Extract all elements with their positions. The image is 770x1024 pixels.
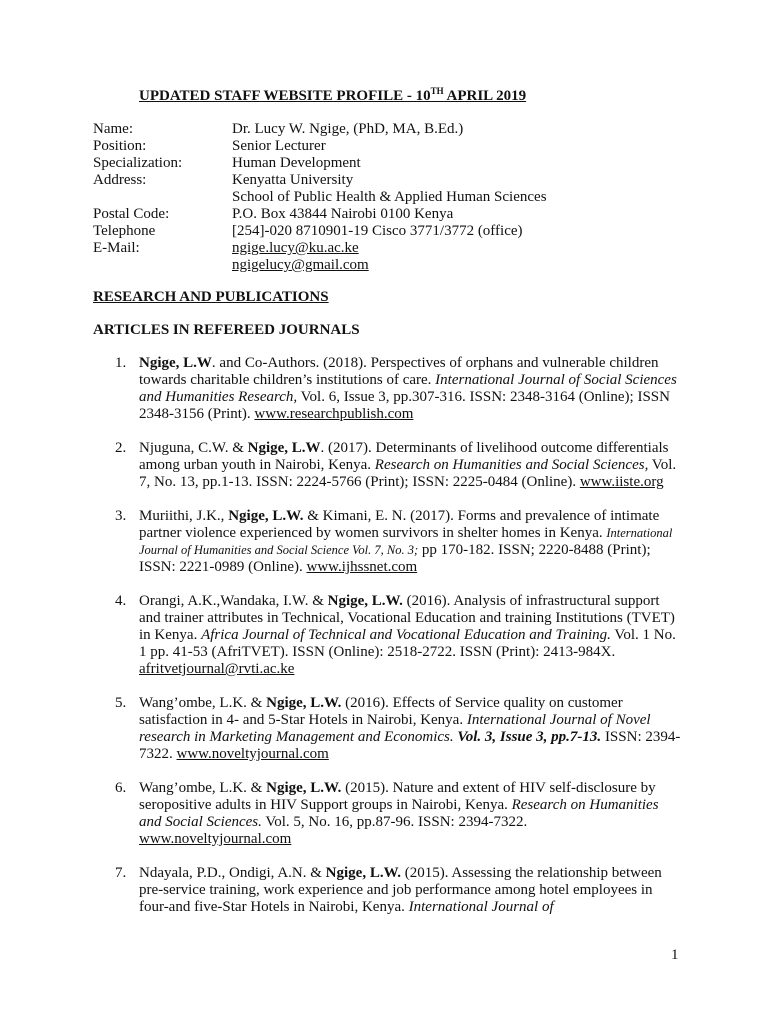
section-heading-research: RESEARCH AND PUBLICATIONS [93,289,329,305]
profile-value: Human Development [232,155,361,171]
journal-title: International Journal of Social Sciences and Humanities Research, [139,372,677,405]
reference-link[interactable]: afritvetjournal@rvti.ac.ke [139,661,295,677]
author-highlight: Ngige, L.W. [266,695,342,711]
reference-link[interactable]: www.researchpublish.com [254,406,414,422]
profile-label: Telephone [93,223,156,239]
reference-list [93,355,683,933]
reference-item [93,508,683,576]
reference-segment: . and Co-Authors. (2018). Perspectives of orphans and vulnerable children towards charitable children’s institutions of care. [139,355,659,388]
reference-segment: Orangi, A.K.,Wandaka, I.W. & [139,593,328,609]
reference-segment: Vol. 7, No. 13, pp.1-13. ISSN: 2224-5766 (Print); ISSN: 2225-0484 (Online). [139,457,677,490]
reference-number: 3. [115,508,127,524]
profile-value: Senior Lecturer [232,138,326,154]
reference-text [139,440,683,491]
reference-segment: Vol. 6, Issue 3, pp.307-316. ISSN: 2348-3164 (Online); ISSN 2348-3156 (Print). [139,389,670,422]
author-highlight: Ngige, L.W. [327,593,403,609]
reference-segment: Ndayala, P.D., Ondigi, A.N. & [139,865,326,881]
profile-value: [254]-020 8710901-19 Cisco 3771/3772 (office) [232,223,523,239]
profile-row-address [93,172,547,189]
profile-label: Postal Code: [93,206,170,222]
profile-info [93,121,547,274]
reference-text [139,780,683,848]
reference-number: 2. [115,440,127,456]
reference-segment: ISSN: 2394-7322. [139,729,681,762]
subsection-heading-articles: ARTICLES IN REFEREED JOURNALS [93,322,360,338]
profile-row-specialization [93,155,547,172]
title-superscript: TH [430,86,444,96]
author-highlight: Ngige, L.W. [228,508,304,524]
reference-segment: pp 170-182. ISSN; 2220-8488 (Print); ISSN: 2221-0989 (Online). [139,542,651,575]
journal-title: Research on Humanities and Social Sciences, [374,457,649,473]
profile-label [93,257,232,274]
reference-text [139,695,683,763]
reference-segment: (2016). Effects of Service quality on customer satisfaction in 4- and 5-Star Hotels in Nairobi, Kenya. [139,695,623,728]
author-highlight: Ngige, L.W [139,355,212,371]
reference-number: 5. [115,695,127,711]
reference-segment: Wang’ombe, L.K. & [139,695,267,711]
reference-text [139,508,683,576]
author-highlight: Ngige, L.W [247,440,321,456]
reference-segment: & Kimani, E. N. (2017). Forms and prevalence of intimate partner violence experienced by women survivors in shelter homes in Kenya. [139,508,660,541]
reference-link[interactable]: www.noveltyjournal.com [176,746,329,762]
document-title [139,86,526,105]
reference-number: 7. [115,865,127,881]
journal-title: International Journal of [408,899,554,915]
reference-item [93,780,683,848]
reference-segment: Vol. 5, No. 16, pp.87-96. ISSN: 2394-7322. [261,814,528,830]
reference-item [93,593,683,678]
reference-text [139,593,683,678]
reference-item [93,355,683,423]
profile-value: Dr. Lucy W. Ngige, (PhD, MA, B.Ed.) [232,121,464,137]
profile-label: E-Mail: [93,240,140,256]
profile-value: Kenyatta University [232,172,354,188]
email-link-primary[interactable]: ngige.lucy@ku.ac.ke [232,240,359,256]
reference-segment: Wang’ombe, L.K. & [139,780,267,796]
reference-segment: (2016). Analysis of infrastructural support and trainer attributes in Technical, Vocational Education and training Institutions (TVET) in Kenya. [139,593,675,643]
journal-title: International Journal of Humanities and Social Science Vol. 7, No. 3; [139,526,673,557]
page-number: 1 [671,947,679,963]
reference-text [139,355,683,423]
journal-title: Africa Journal of Technical and Vocational Education and Training. [201,627,611,643]
author-highlight: Ngige, L.W. [325,865,401,881]
profile-row-position [93,138,547,155]
profile-label [93,189,232,206]
reference-segment: Vol. 1 No. 1 pp. 41-53 (AfriTVET). ISSN (Online): 2518-2722. ISSN (Print): 2413-984X. [139,627,676,660]
volume-info: Vol. 3, Issue 3, pp.7-13. [457,729,602,745]
profile-row-address-line2 [93,189,547,206]
reference-number: 1. [115,355,127,371]
journal-title: Research on Humanities and Social Sciences. [139,797,659,830]
reference-link[interactable]: www.ijhssnet.com [306,559,418,575]
profile-label: Specialization: [93,155,183,171]
profile-row-name [93,121,547,138]
title-tail: APRIL 2019 [443,88,527,104]
reference-segment: (2015). Nature and extent of HIV self-disclosure by seropositive adults in HIV Support groups in Nairobi, Kenya. [139,780,656,813]
reference-item [93,695,683,763]
journal-title: International Journal of Novel research in Marketing Management and Economics. [139,712,651,745]
profile-label: Address: [93,172,147,188]
author-highlight: Ngige, L.W. [266,780,342,796]
email-link-secondary[interactable]: ngigelucy@gmail.com [232,257,369,273]
reference-link[interactable]: www.noveltyjournal.com [139,831,292,847]
reference-text [139,865,683,916]
profile-value: School of Public Health & Applied Human Sciences [232,189,547,205]
profile-label: Name: [93,121,133,137]
profile-value: P.O. Box 43844 Nairobi 0100 Kenya [232,206,454,222]
profile-row-email [93,240,547,257]
reference-segment: Muriithi, J.K., [139,508,229,524]
reference-item [93,440,683,491]
profile-row-postal-code [93,206,547,223]
reference-segment: Njuguna, C.W. & [139,440,248,456]
profile-row-telephone [93,223,547,240]
reference-link[interactable]: www.iiste.org [579,474,664,490]
reference-item [93,865,683,916]
reference-segment: . (2017). Determinants of livelihood outcome differentials among urban youth in Nairobi, Kenya. [139,440,669,473]
profile-row-email-secondary [93,257,547,274]
reference-segment: (2015). Assessing the relationship between pre-service training, work experience and job performance among hotel employees in four-and five-Star Hotels in Nairobi, Kenya. [139,865,662,915]
reference-number: 6. [115,780,127,796]
title-main: UPDATED STAFF WEBSITE PROFILE - 10 [139,88,431,104]
profile-label: Position: [93,138,147,154]
reference-number: 4. [115,593,127,609]
